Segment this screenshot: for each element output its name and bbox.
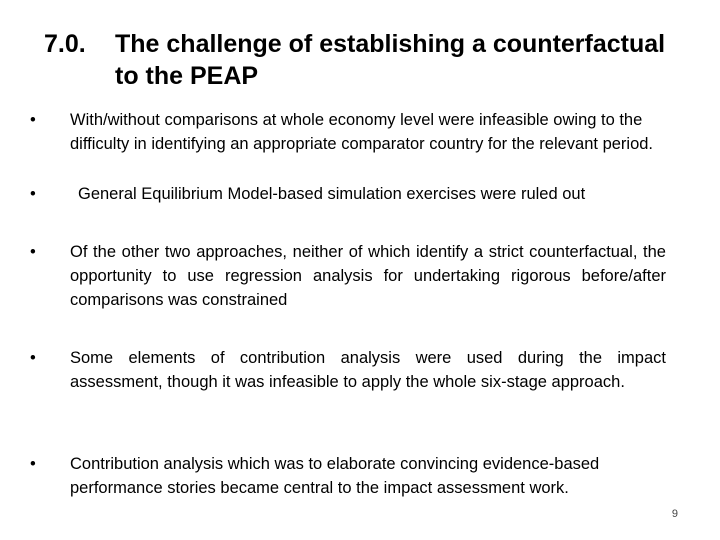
- bullet-marker: •: [30, 111, 36, 129]
- page-number: 9: [671, 508, 678, 520]
- bullet-marker: •: [30, 455, 36, 473]
- title-number: 7.0.: [44, 30, 86, 58]
- bullet-text: Some elements of contribution analysis were used during the impact assessment, though it was infeasible to apply the whole six-stage approach.: [70, 349, 666, 391]
- bullet-marker: •: [30, 349, 36, 367]
- bullet-text: General Equilibrium Model-based simulation exercises were ruled out: [78, 185, 586, 203]
- bullet-text: Of the other two approaches, neither of which identify a strict counterfactual, the opportunity to use regression analysis for undertaking rigorous before/after comparisons was constrained: [70, 243, 666, 309]
- bullet-marker: •: [30, 243, 36, 261]
- bullet-text: With/without comparisons at whole economy level were infeasible owing to the difficulty in identifying an appropriate comparator country for the relevant period.: [70, 111, 654, 153]
- bullet-marker: •: [30, 185, 36, 203]
- title-text: The challenge of establishing a counterfactual to the PEAP: [115, 30, 666, 90]
- bullet-text: Contribution analysis which was to elaborate convincing evidence-based performance stories became central to the impact assessment work.: [70, 455, 600, 497]
